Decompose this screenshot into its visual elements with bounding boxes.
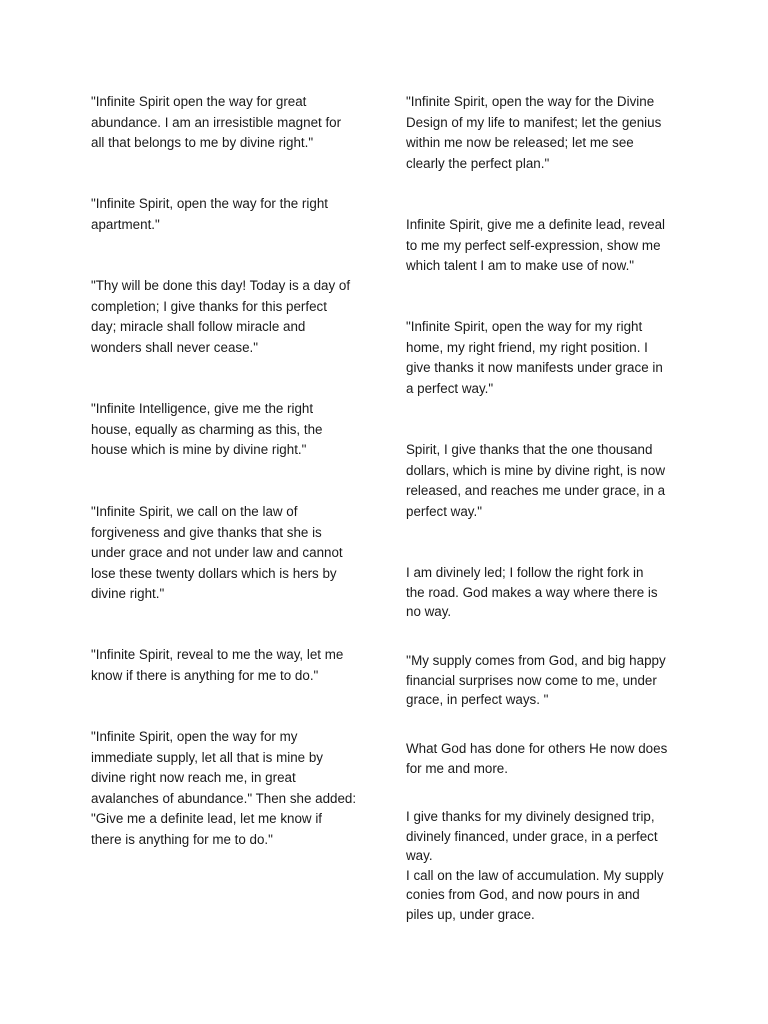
affirmation-right-5: I am divinely led; I follow the right fork in the road. God makes a way where there is no way. (406, 565, 658, 619)
affirmation-right-6: ''My supply comes from God, and big happy financial surprises now come to me, under grace, in perfect ways. " (406, 653, 666, 707)
affirmation-right-2: Infinite Spirit, give me a definite lead, reveal to me my perfect self-expression, show me which talent I am to make use of now." (406, 217, 666, 273)
affirmation-right-1: "Infinite Spirit, open the way for the Divine Design of my life to manifest; let the genius within me now be released; let me see clearly the perfect plan." (406, 94, 662, 171)
affirmation-right-3: "Infinite Spirit, open the way for my right home, my right friend, my right position. I give thanks it now manifests under grace in a perfect way." (406, 319, 663, 396)
affirmation-left-1: "Infinite Spirit open the way for great abundance. I am an irresistible magnet for all that belongs to me by divine right." (91, 94, 342, 150)
affirmation-right-7: What God has done for others He now does for me and more. (406, 741, 668, 776)
affirmation-left-6: "Infinite Spirit, reveal to me the way, let me know if there is anything for me to do." (91, 647, 344, 683)
affirmation-left-4: "Infinite Intelligence, give me the right house, equally as charming as this, the house which is mine by divine right." (91, 401, 323, 457)
affirmation-right-8: I give thanks for my divinely designed trip, divinely financed, under grace, in a perfect way. I call on the law of accumulation. My supply conies from God, and now pours in and piles up, under grace. (406, 809, 664, 922)
affirmation-left-5: "Infinite Spirit, we call on the law of forgiveness and give thanks that she is under grace and not under law and cannot lose these twenty dollars which is hers by divine right." (91, 504, 343, 601)
affirmation-left-7: "Infinite Spirit, open the way for my immediate supply, let all that is mine by divine right now reach me, in great avalanches of abundance." Then she added: "Give me a definite lead, let me know if there is anything for me to do." (91, 729, 357, 847)
affirmation-right-4: Spirit, I give thanks that the one thousand dollars, which is mine by divine right, is now released, and reaches me under grace, in a perfect way." (406, 442, 666, 519)
affirmation-left-3: "Thy will be done this day! Today is a day of completion; I give thanks for this perfect day; miracle shall follow miracle and wonders shall never cease." (91, 278, 351, 355)
affirmation-left-2: "Infinite Spirit, open the way for the right apartment." (91, 196, 328, 232)
